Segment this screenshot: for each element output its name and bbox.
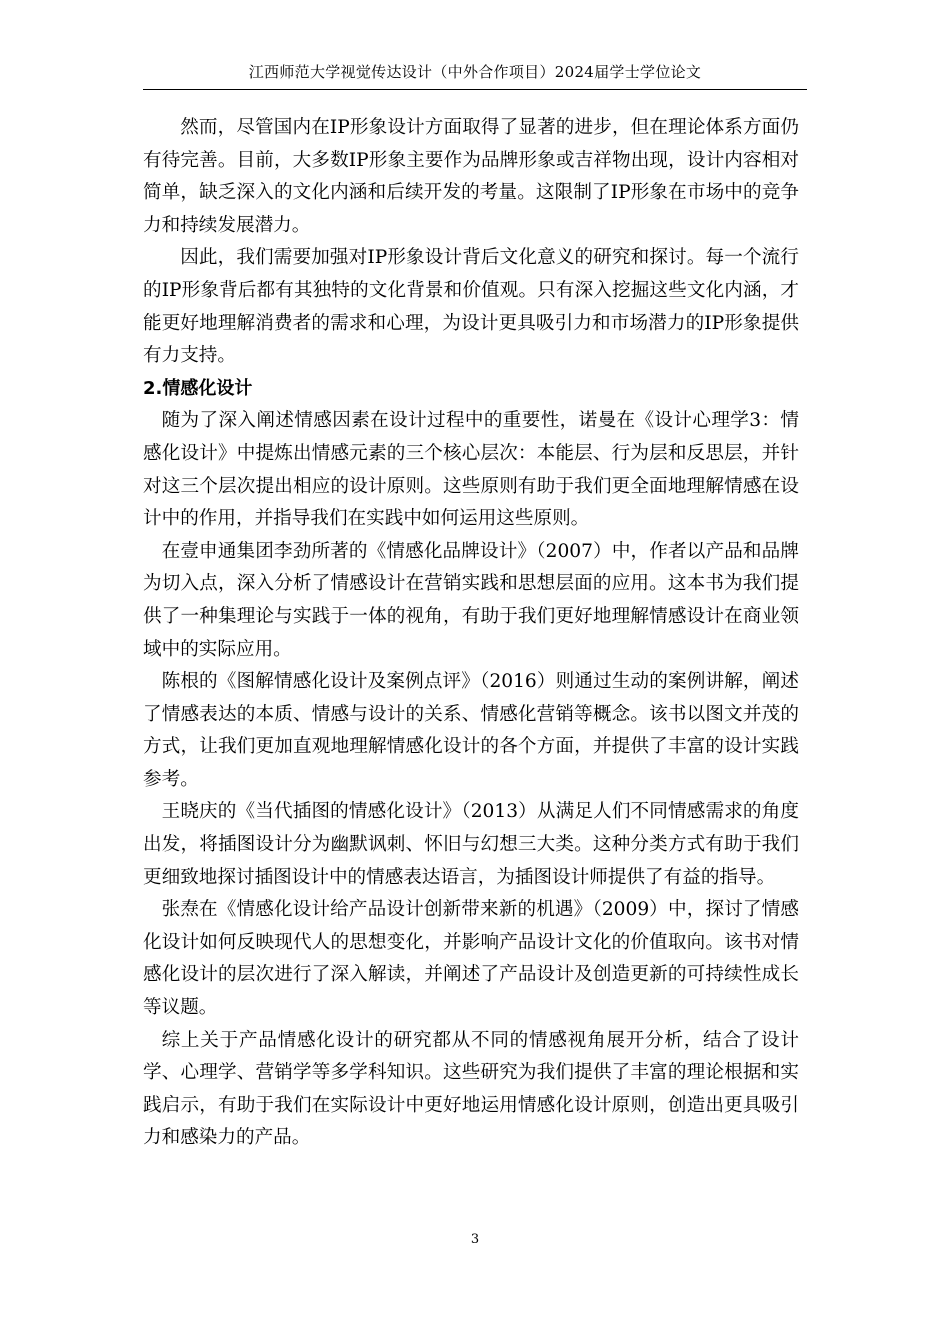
paragraph-zhangtao: 张焘在《情感化设计给产品设计创新带来新的机遇》（2009）中，探讨了情感化设计如何反映现代人的思想变化，并影响产品设计文化的价值取向。该书对情感化设计的层次进行了深入解读，并阐述了产品设计及创造更新的可持续性成长等议题。 [143, 899, 799, 1019]
paragraph-lijin: 在壹申通集团李劲所著的《情感化品牌设计》（2007）中，作者以产品和品牌为切入点，深入分析了情感设计在营销实践和思想层面的应用。这本书为我们提供了一种集理论与实践于一体的视角，有助于我们更好地理解情感设计在商业领域中的实际应用。 [143, 540, 799, 660]
paragraph-ip-theory-gap: 然而，尽管国内在IP形象设计方面取得了显著的进步，但在理论体系方面仍有待完善。目前，大多数IP形象主要作为品牌形象或吉祥物出现，设计内容相对简单，缺乏深入的文化内涵和后续开发的考量。这限制了IP形象在市场中的竞争力和持续发展潜力。 [143, 117, 799, 236]
header-divider [143, 89, 807, 90]
paragraph-wangxiaoqing: 王晓庆的《当代插图的情感化设计》（2013）从满足人们不同情感需求的角度出发，将插图设计分为幽默讽刺、怀旧与幻想三大类。这种分类方式有助于我们更细致地探讨插图设计中的情感表达语言，为插图设计师提供了有益的指导。 [143, 801, 799, 888]
page-number: 3 [470, 1232, 480, 1247]
page-header: 江西师范大学视觉传达设计（中外合作项目）2024届学士学位论文 [248, 63, 702, 81]
paragraph-norman: 随为了深入阐述情感因素在设计过程中的重要性，诺曼在《设计心理学3：情感化设计》中提炼出情感元素的三个核心层次：本能层、行为层和反思层，并针对这三个层次提出相应的设计原则。这些原则有助于我们更全面地理解情感在设计中的作用，并指导我们在实践中如何运用这些原则。 [143, 410, 799, 530]
paragraph-summary: 综上关于产品情感化设计的研究都从不同的情感视角展开分析，结合了设计学、心理学、营销学等多学科知识。这些研究为我们提供了丰富的理论根据和实践启示，有助于我们在实际设计中更好地运用情感化设计原则，创造出更具吸引力和感染力的产品。 [143, 1029, 799, 1149]
document-body [143, 112, 799, 1155]
paragraph-chengen: 陈根的《图解情感化设计及案例点评》（2016）则通过生动的案例讲解，阐述了情感表达的本质、情感与设计的关系、情感化营销等概念。该书以图文并茂的方式，让我们更加直观地理解情感化设计的各个方面，并提供了丰富的设计实践参考。 [143, 671, 799, 790]
section-heading: 2.情感化设计 [143, 377, 253, 399]
paragraph-ip-culture-research: 因此，我们需要加强对IP形象设计背后文化意义的研究和探讨。每一个流行的IP形象背后都有其独特的文化背景和价值观。只有深入挖掘这些文化内涵，才能更好地理解消费者的需求和心理，为设计更具吸引力和市场潜力的IP形象提供有力支持。 [143, 247, 799, 367]
